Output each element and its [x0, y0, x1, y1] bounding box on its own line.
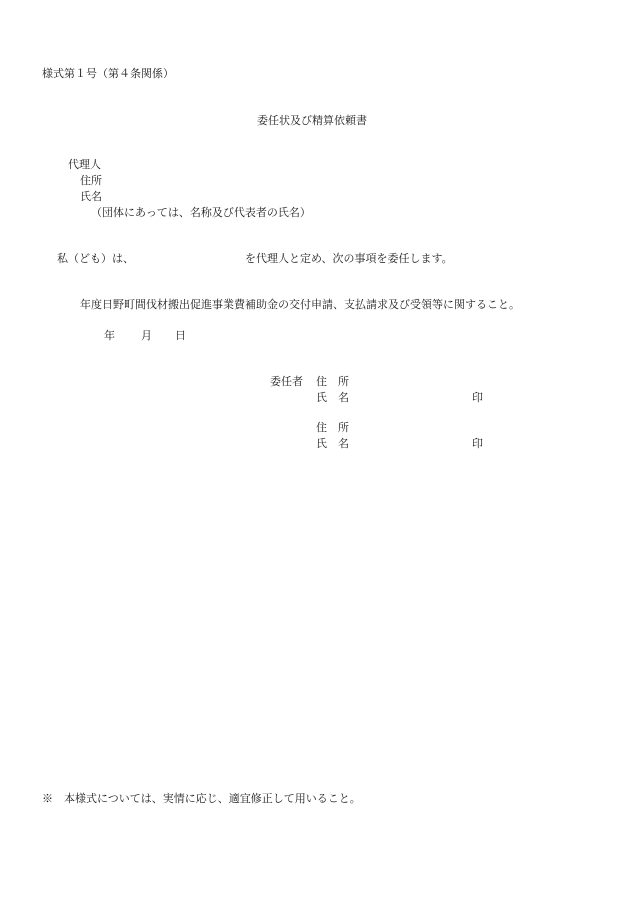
- footnote: ※ 本様式については、実情に応じ、適宜修正して用いること。: [42, 792, 361, 805]
- agent-heading: 代理人: [68, 158, 101, 171]
- principal-heading: 委任者: [270, 375, 303, 388]
- principal-2-seal-mark: 印: [472, 437, 483, 450]
- delegation-suffix: を代理人と定め、次の事項を委任します。: [245, 252, 453, 265]
- delegation-prefix: 私（ども）は、: [57, 252, 134, 265]
- principal-1-address-label: 住 所: [316, 375, 349, 388]
- date-month: 月: [141, 329, 152, 342]
- principal-2-name-label: 氏 名: [316, 437, 349, 450]
- agent-address-label: 住所: [80, 174, 102, 187]
- date-year: 年: [104, 329, 115, 342]
- principal-1-name-label: 氏 名: [316, 391, 349, 404]
- document-title: 委任状及び精算依頼書: [257, 114, 367, 127]
- principal-1-seal-mark: 印: [472, 391, 483, 404]
- agent-name-note: （団体にあっては、名称及び代表者の氏名）: [91, 206, 311, 219]
- delegated-matter: 年度日野町間伐材搬出促進事業費補助金の交付申請、支払請求及び受領等に関すること。: [80, 298, 520, 311]
- form-number: 様式第１号（第４条関係）: [42, 67, 174, 80]
- principal-2-address-label: 住 所: [316, 421, 349, 434]
- agent-name-label: 氏名: [80, 190, 102, 203]
- date-day: 日: [175, 329, 186, 342]
